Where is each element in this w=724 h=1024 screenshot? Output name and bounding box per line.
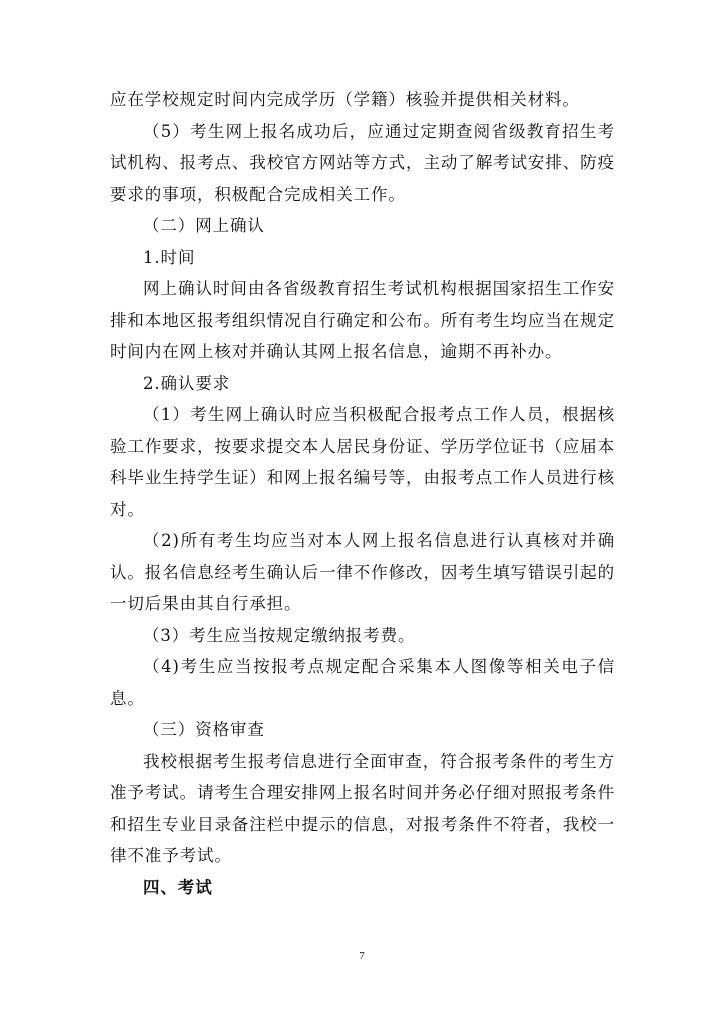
paragraph-requirement-3: （3）考生应当按规定缴纳报考费。 bbox=[143, 625, 416, 645]
paragraph-requirement-1: （1）考生网上确认时应当积极配合报考点工作人员，根据核验工作要求，按要求提交本人居民身份证、学历学位证书（应届本科毕业生持学生证）和网上报名编号等，由报考点工作人员进行核对。 bbox=[110, 405, 615, 519]
section-heading-qualification-review: （三）资格审查 bbox=[143, 720, 265, 739]
paragraph-item-5: （5）考生网上报名成功后，应通过定期查阅省级教育招生考试机构、报考点、我校官方网站等方式，主动了解考试安排、防疫要求的事项，积极配合完成相关工作。 bbox=[110, 121, 615, 204]
paragraph-verification-continued: 应在学校规定时间内完成学历（学籍）核验并提供相关材料。 bbox=[110, 90, 580, 109]
paragraph-requirement-2: （2)所有考生均应当对本人网上报名信息进行认真核对并确认。报名信息经考生确认后一律不作修改，因考生填写错误引起的一切后果由其自行承担。 bbox=[110, 531, 615, 613]
paragraph-requirement-4: （4)考生应当按报考点规定配合采集本人图像等相关电子信息。 bbox=[110, 657, 615, 708]
section-heading-online-confirmation: （二）网上确认 bbox=[143, 216, 265, 235]
document-body bbox=[110, 84, 615, 903]
paragraph-confirmation-time: 网上确认时间由各省级教育招生考试机构根据国家招生工作安排和本地区报考组织情况自行确定和公布。所有考生均应当在规定时间内在网上核对并确认其网上报名信息，逾期不再补办。 bbox=[110, 279, 615, 361]
chapter-heading-exam: 四、考试 bbox=[143, 877, 213, 897]
subheading-time: 1.时间 bbox=[143, 247, 196, 267]
page-number: 7 bbox=[359, 950, 365, 962]
subheading-confirmation-requirements: 2.确认要求 bbox=[143, 373, 231, 393]
paragraph-qualification-review: 我校根据考生报考信息进行全面审查，符合报考条件的考生方准予考试。请考生合理安排网上报名时间并务必仔细对照报考条件和招生专业目录备注栏中提示的信息，对报考条件不符者，我校一律不准予考试。 bbox=[110, 751, 615, 865]
